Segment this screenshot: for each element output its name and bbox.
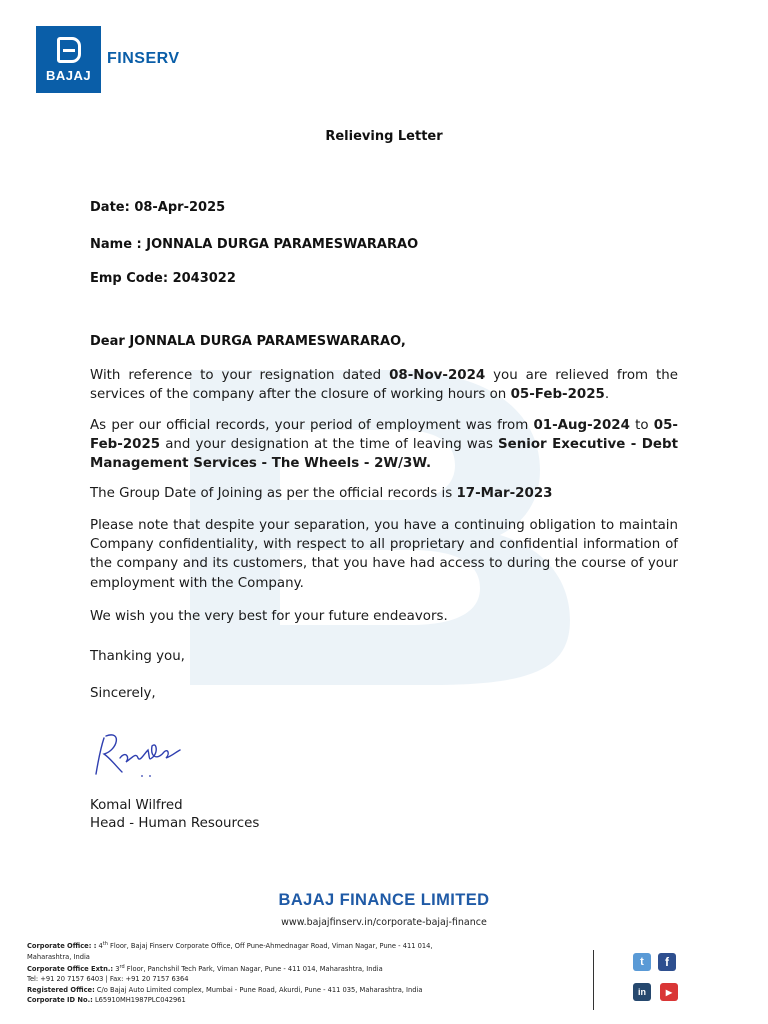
corp-office-text: Floor, Bajaj Finserv Corporate Office, Off Pune-Ahmednagar Road, Viman Nagar, Pune - 411 014, bbox=[107, 942, 433, 951]
paragraph-confidentiality bbox=[90, 516, 678, 593]
signatory-name: Komal Wilfred bbox=[90, 798, 183, 813]
paragraph-wishes bbox=[90, 607, 678, 626]
corp-office-label: Corporate Office: : bbox=[27, 942, 97, 951]
salutation: Dear JONNALA DURGA PARAMESWARARAO, bbox=[90, 334, 406, 349]
tel-fax-line: Tel: +91 20 7157 6403 | Fax: +91 20 7157 6364 bbox=[27, 975, 189, 984]
resignation-date: 08-Nov-2024 bbox=[389, 368, 486, 383]
footer-url[interactable]: www.bajajfinserv.in/corporate-bajaj-finance bbox=[281, 917, 487, 928]
corp-office-floor-num: 4 bbox=[98, 942, 103, 951]
youtube-glyph: ▶ bbox=[665, 987, 673, 997]
relieving-date: 05-Feb-2025 bbox=[510, 387, 605, 403]
thanking-you: Thanking you, bbox=[90, 649, 185, 664]
para1-text-2: you are relieved from the services of the company after the closure of working hours on bbox=[90, 368, 678, 403]
youtube-icon[interactable] bbox=[660, 983, 678, 1001]
extn-text: Floor, Panchshil Tech Park, Viman Nagar, Pune - 411 014, Maharashtra, India bbox=[124, 965, 383, 974]
employee-code: Emp Code: 2043022 bbox=[90, 271, 236, 286]
group-joining-date: 17-Mar-2023 bbox=[456, 486, 553, 501]
bajaj-logo bbox=[36, 26, 101, 93]
b-logo-icon bbox=[57, 37, 81, 63]
logo-text: BAJAJ bbox=[45, 67, 92, 83]
para3-text-1: The Group Date of Joining as per the official records is bbox=[90, 486, 457, 501]
letter-date: Date: 08-Apr-2025 bbox=[90, 200, 226, 215]
registered-office-line bbox=[27, 985, 467, 995]
reg-label: Registered Office: bbox=[27, 985, 95, 994]
extn-floor-num: 3 bbox=[113, 965, 120, 974]
para2-text-2: to bbox=[629, 418, 654, 433]
corp-office-floor-sup: th bbox=[102, 941, 108, 947]
paragraph-relieving bbox=[90, 366, 678, 404]
start-date: 01-Aug-2024 bbox=[533, 418, 630, 433]
cin-label: Corporate ID No.: bbox=[27, 995, 93, 1004]
twitter-glyph: t bbox=[640, 956, 644, 968]
corporate-office-extn-line bbox=[27, 962, 467, 975]
sincerely: Sincerely, bbox=[90, 686, 156, 701]
footer-divider bbox=[593, 950, 594, 1010]
linkedin-glyph: in bbox=[638, 987, 646, 997]
cin-text: L65910MH1987PLC042961 bbox=[92, 995, 186, 1004]
cin-line bbox=[27, 995, 467, 1005]
reg-text: C/o Bajaj Auto Limited complex, Mumbai - Pune Road, Akurdi, Pune - 411 035, Maharashtra, India bbox=[94, 985, 423, 994]
corp-office-text-2: Maharashtra, India bbox=[27, 952, 90, 961]
employee-name: Name : JONNALA DURGA PARAMESWARARAO bbox=[90, 237, 419, 252]
signatory-title: Head - Human Resources bbox=[90, 816, 260, 831]
facebook-icon[interactable] bbox=[658, 953, 676, 971]
para2-text-3: and your designation at the time of leaving was bbox=[160, 437, 498, 453]
footer-addresses bbox=[27, 939, 467, 1005]
facebook-glyph: f bbox=[665, 955, 669, 969]
paragraph-group-doj bbox=[90, 484, 678, 503]
twitter-icon[interactable] bbox=[633, 953, 651, 971]
paragraph-employment-period bbox=[90, 416, 678, 474]
corporate-office-line bbox=[27, 939, 467, 952]
designation: Senior Executive - Debt Management Services - The Wheels - 2W/3W. bbox=[90, 437, 678, 472]
para2-text-1: As per our official records, your period of employment was from bbox=[90, 418, 534, 433]
footer-company-name: BAJAJ FINANCE LIMITED bbox=[278, 891, 490, 909]
extn-label: Corporate Office Extn.: bbox=[27, 965, 114, 974]
end-date: 05-Feb-2025 bbox=[90, 418, 678, 453]
brand-name: FINSERV bbox=[107, 50, 180, 67]
para4-text: Please note that despite your separation, you have a continuing obligation to maintain Company confidentiality, with respect to all proprietary and confidential information of the company and its customers, that you have had access to during the course of your employment with the Company. bbox=[90, 518, 678, 591]
para5-text: We wish you the very best for your future endeavors. bbox=[90, 609, 448, 624]
letter-title: Relieving Letter bbox=[325, 129, 443, 144]
para1-text-3: . bbox=[604, 387, 610, 403]
linkedin-icon[interactable] bbox=[633, 983, 651, 1001]
extn-floor-sup: rd bbox=[119, 963, 125, 970]
signature-image bbox=[92, 728, 184, 780]
para1-text-1: With reference to your resignation dated bbox=[90, 368, 390, 383]
